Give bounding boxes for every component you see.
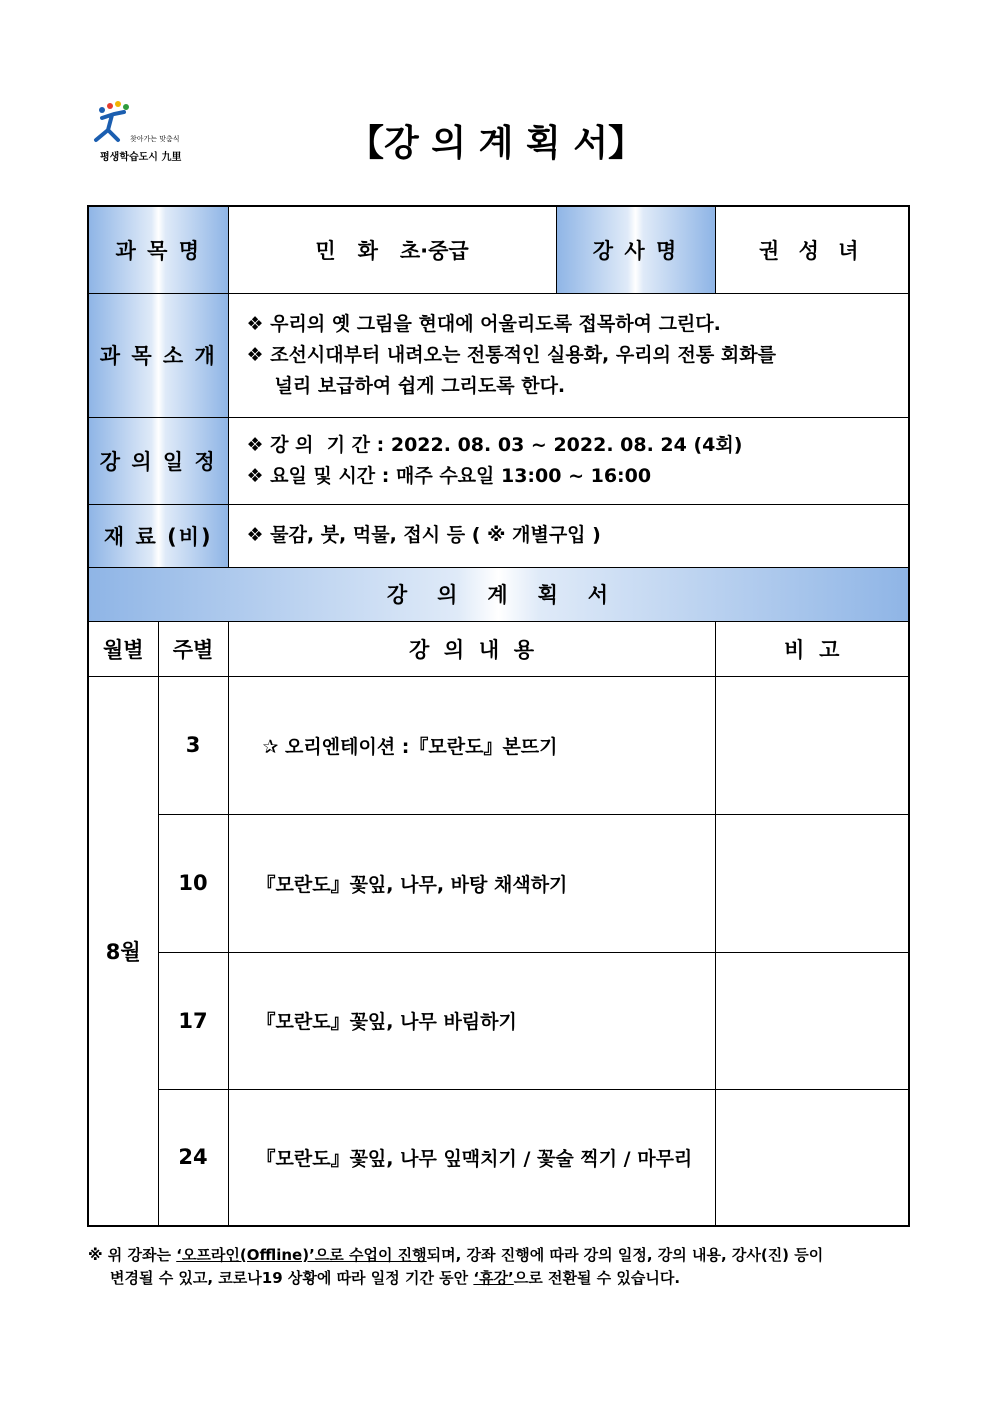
instructor-label: 강 사 명 [556,206,715,293]
week-cell: 17 [158,952,228,1089]
footnote-text: 으로 전환될 수 있습니다. [513,1269,681,1287]
intro-line-2: ❖ 조선시대부터 내려오는 전통적인 실용화, 우리의 전통 회화를 [246,343,776,366]
table-row [88,952,909,1089]
note-cell [715,1089,909,1226]
lecture-plan-table [87,205,910,1227]
month-cell: 8월 [88,676,158,1226]
subject-label: 과 목 명 [88,206,228,293]
column-week: 주별 [158,621,228,676]
plan-header: 강 의 계 획 서 [88,567,909,621]
note-cell [715,676,909,814]
footnote-break-emphasis: ‘휴강’ [473,1269,514,1287]
content-cell: 『모란도』꽃잎, 나무 잎맥치기 / 꽃술 찍기 / 마무리 [228,1089,715,1226]
subject-row [88,206,909,293]
intro-line-1: ❖ 우리의 옛 그림을 현대에 어울리도록 접목하여 그린다. [246,312,721,335]
schedule-label: 강 의 일 정 [88,417,228,504]
column-header-row [88,621,909,676]
content-cell: 『모란도』꽃잎, 나무, 바탕 채색하기 [228,814,715,952]
materials-row [88,504,909,567]
footnote [88,1244,900,1290]
schedule-row [88,417,909,504]
page-title: 【강 의 계 획 서】 [347,123,644,164]
intro-label: 과 목 소 개 [88,293,228,417]
intro-content [228,293,909,417]
table-row [88,814,909,952]
table-row [88,676,909,814]
footnote-text: 변경될 수 있고, 코로나19 상황에 따라 일정 기간 동안 [110,1269,474,1287]
content-cell: 『모란도』꽃잎, 나무 바림하기 [228,952,715,1089]
logo-tagline: 찾아가는 맞춤식 [130,135,180,143]
materials-value: ❖ 물감, 붓, 먹물, 접시 등 ( ※ 개별구입 ) [228,504,909,567]
footnote-text: 되며, 강좌 진행에 따라 강의 일정, 강의 내용, 강사(진) 등이 [426,1246,824,1264]
content-cell: ✰ 오리엔테이션 :『모란도』본뜨기 [228,676,715,814]
intro-line-3: 널리 보급하여 쉽게 그리도록 한다. [274,374,566,397]
footnote-line-2 [88,1267,900,1290]
note-cell [715,952,909,1089]
schedule-content [228,417,909,504]
footnote-text: ※ 위 강좌는 [88,1246,177,1264]
column-note: 비 고 [715,621,909,676]
note-cell [715,814,909,952]
week-cell: 3 [158,676,228,814]
intro-row [88,293,909,417]
schedule-line-2: ❖ 요일 및 시간 : 매주 수요일 13:00 ~ 16:00 [246,464,652,487]
instructor-value: 권 성 녀 [715,206,909,293]
logo-city-name: 평생학습도시 九里 [100,152,182,163]
footnote-line-1 [88,1244,900,1267]
column-content: 강 의 내 용 [228,621,715,676]
footnote-offline-emphasis: ‘오프라인(Offline)’으로 수업이 진행 [176,1246,427,1264]
materials-label: 재 료 (비) [88,504,228,567]
column-month: 월별 [88,621,158,676]
plan-header-row [88,567,909,621]
week-cell: 24 [158,1089,228,1226]
week-cell: 10 [158,814,228,952]
subject-value: 민 화 초·중급 [228,206,556,293]
table-row [88,1089,909,1226]
schedule-line-1: ❖ 강 의 기 간 : 2022. 08. 03 ~ 2022. 08. 24 (4회) [246,433,743,456]
